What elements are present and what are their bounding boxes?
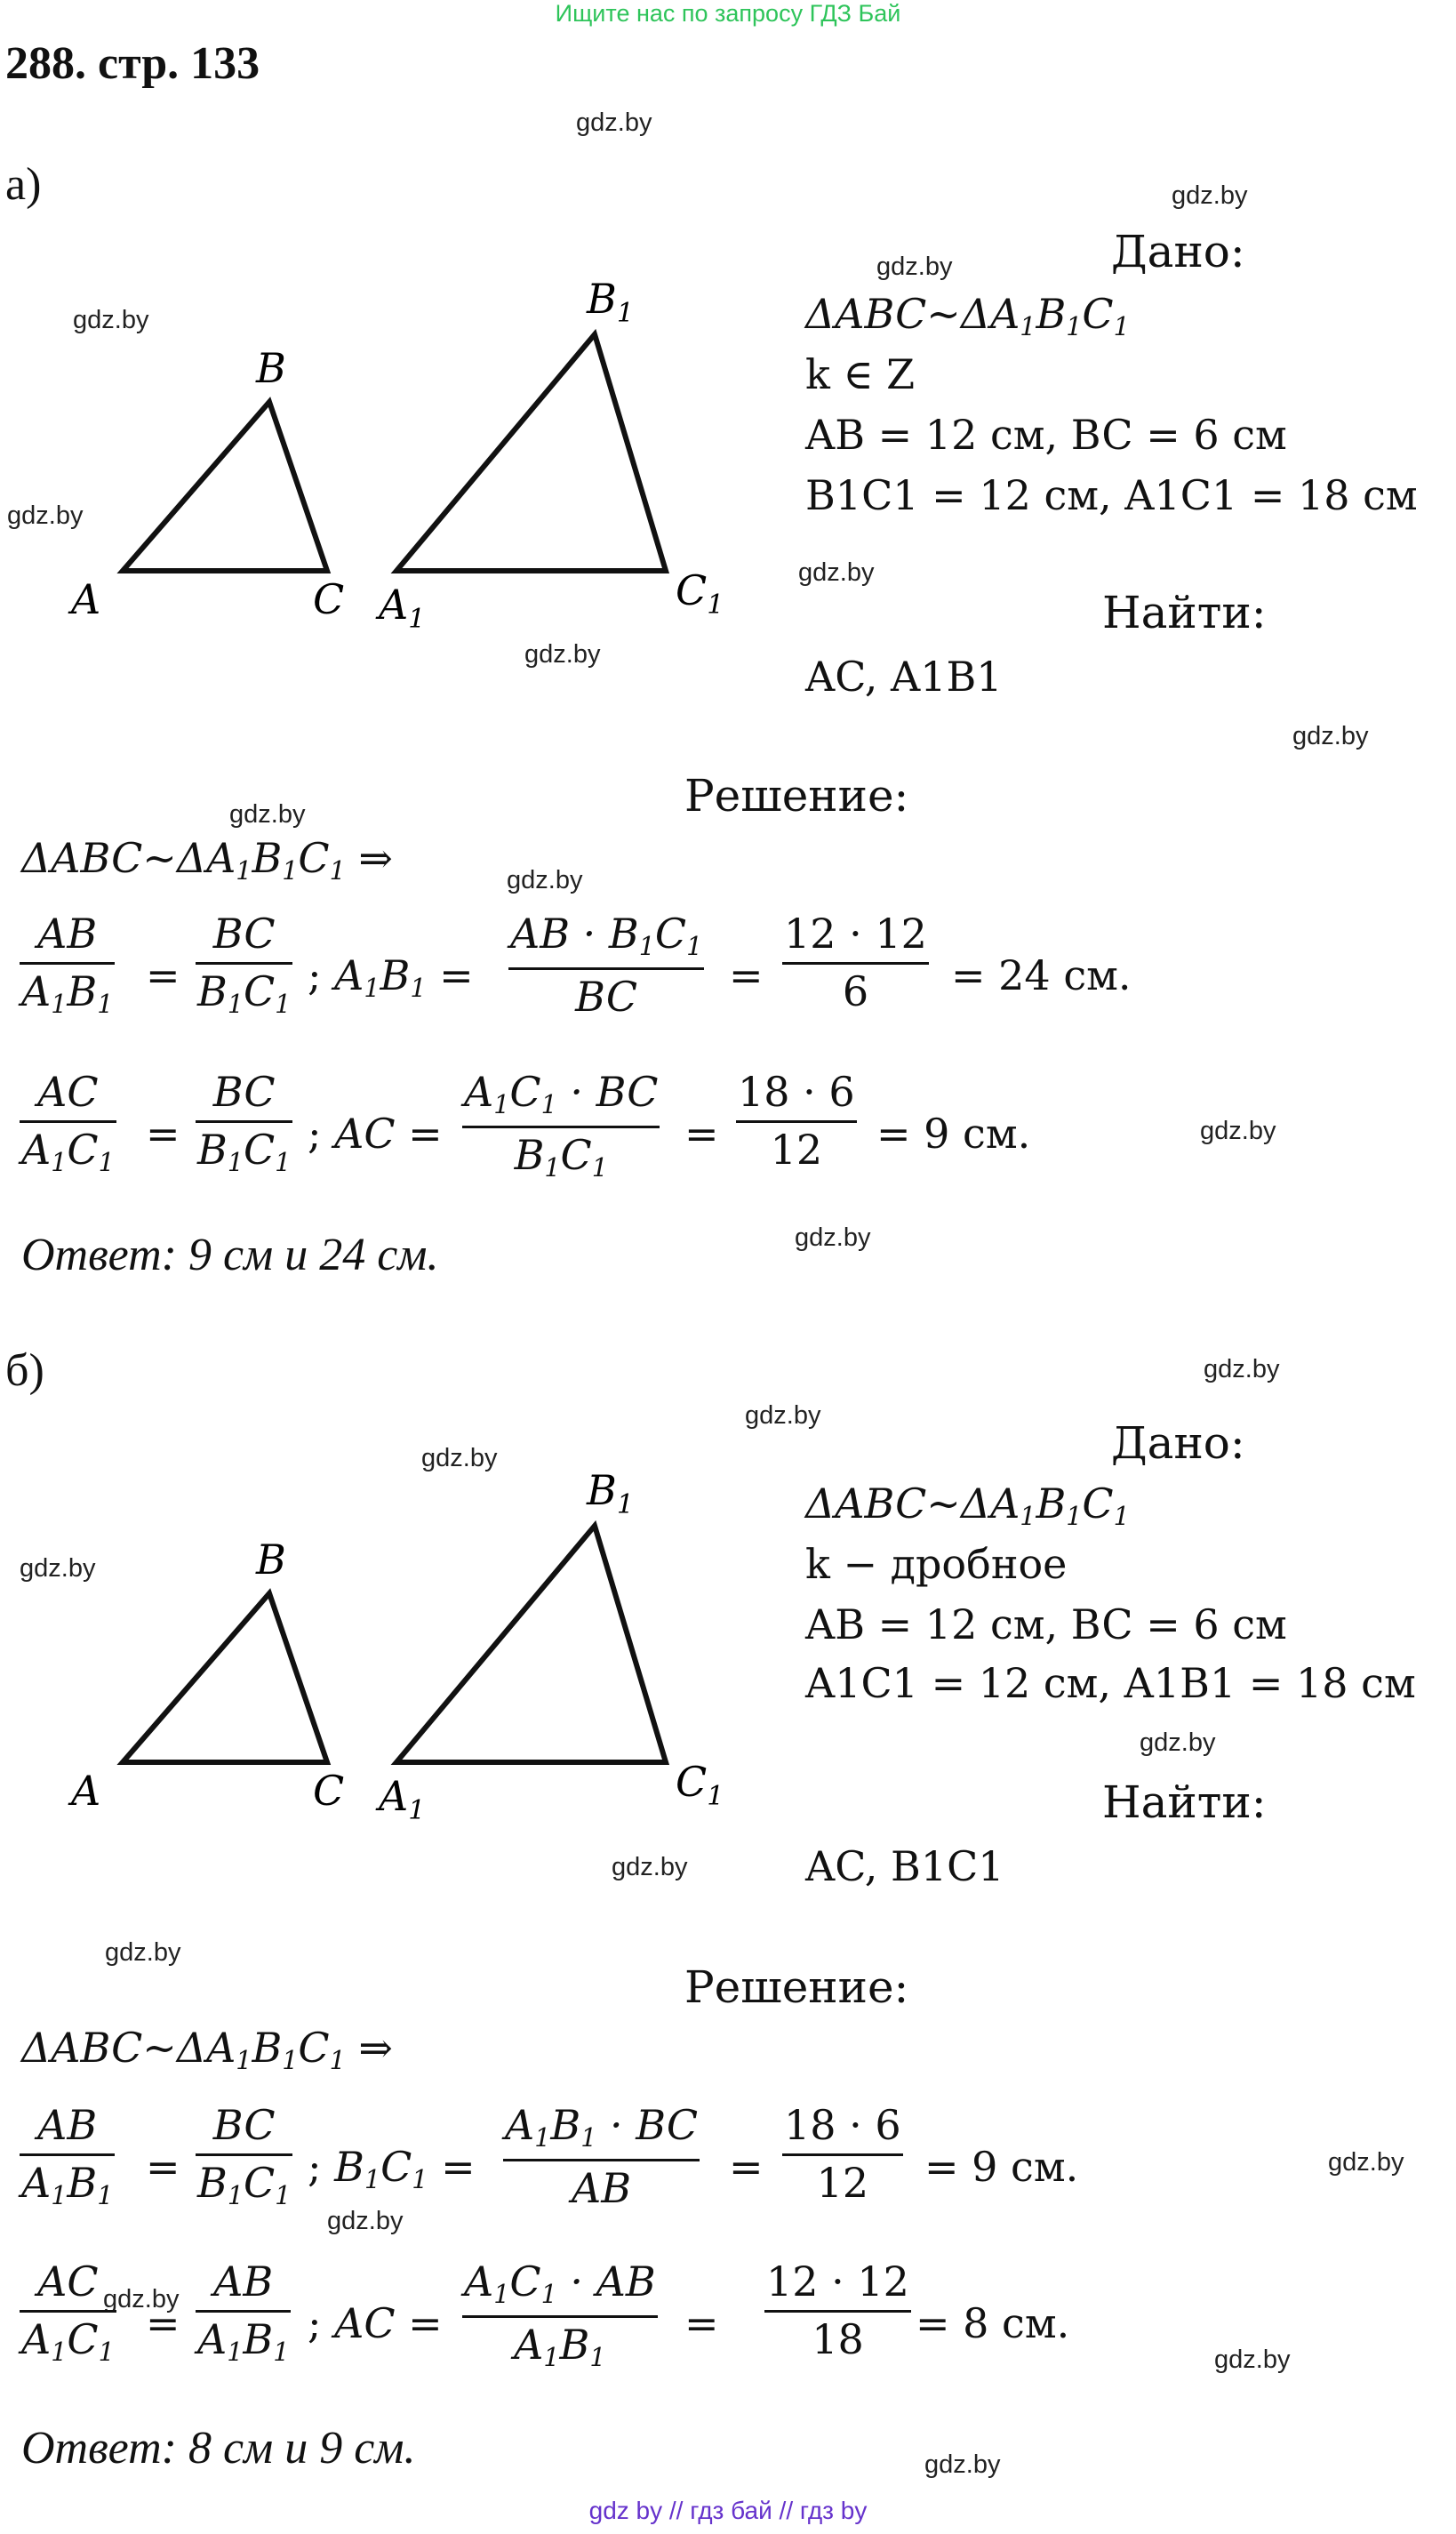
given-k-a: k ∈ Z [805, 350, 916, 398]
vertex-a1: $A_1$ [379, 581, 426, 635]
watermark: gdz.by [876, 253, 953, 281]
watermark: gdz.by [73, 306, 149, 334]
fraction: $A_1C_1$ · AB $A_1B_1$ [464, 2257, 656, 2372]
answer-a: Ответ: 9 см и 24 см. [21, 1230, 439, 1280]
fraction: 18 · 6 12 [784, 2101, 901, 2208]
given-line3-b: AB = 12 см, BC = 6 см [805, 1600, 1287, 1648]
triangle-a1b1c1 [396, 334, 666, 571]
watermark: gdz.by [1200, 1117, 1276, 1145]
watermark: gdz.by [229, 800, 306, 829]
given-title-b: Дано: [1111, 1417, 1245, 1469]
fraction: AB $A_1B_1$ [197, 2257, 290, 2368]
eq2-lhs-a: ; AC = [308, 1110, 443, 1158]
equals-sign: = [729, 951, 764, 999]
given-line4-b: A1C1 = 12 см, A1B1 = 18 см [805, 1659, 1416, 1707]
eq1-lhs-b: ; $B_1C_1$ = [308, 2143, 476, 2194]
watermark: gdz.by [20, 1554, 96, 1583]
watermark: gdz.by [924, 2450, 1001, 2479]
watermark: gdz.by [795, 1223, 871, 1252]
given-similarity-b: $\Delta ABC\sim\Delta A_1B_1C_1$ [805, 1480, 1130, 1531]
eq2-result-b: = 8 см. [916, 2299, 1070, 2347]
find-b: AC, B1C1 [805, 1842, 1004, 1890]
watermark: gdz.by [1204, 1355, 1280, 1383]
watermark: gdz.by [105, 1938, 181, 1967]
equals-sign: = [729, 2143, 764, 2191]
given-k-b: k − дробное [805, 1540, 1068, 1588]
eq1-lhs-a: ; $A_1B_1$ = [308, 951, 474, 1003]
fraction: 18 · 6 12 [738, 1068, 855, 1175]
equals-sign: = [146, 1110, 180, 1158]
triangle-a1b1c1 [396, 1526, 666, 1762]
fraction: BC $B_1C_1$ [197, 910, 292, 1020]
find-title-a: Найти: [1102, 587, 1267, 638]
bottom-banner: gdz by // гдз бай // гдз by [588, 2497, 868, 2524]
eq2-result-a: = 9 см. [876, 1110, 1031, 1158]
fraction: $A_1B_1$ · BC AB [505, 2101, 699, 2212]
equals-sign: = [146, 2143, 180, 2191]
top-banner: Ищите нас по запросу ГДЗ Бай [555, 0, 901, 27]
given-similarity-a: $\Delta ABC\sim\Delta A_1B_1C_1$ [805, 290, 1130, 341]
part-a-label: а) [5, 159, 42, 210]
triangle-abc [123, 402, 327, 571]
vertex-c: C [313, 575, 345, 623]
vertex-a: A [71, 1767, 101, 1815]
fraction: AC $A_1C_1$ [21, 2257, 115, 2368]
part-b-label: б) [5, 1345, 44, 1396]
solution-title-b: Решение: [684, 1961, 909, 2013]
watermark: gdz.by [612, 1853, 688, 1881]
given-title-a: Дано: [1111, 226, 1245, 277]
watermark: gdz.by [1292, 722, 1369, 750]
equals-sign: = [146, 951, 180, 999]
find-title-b: Найти: [1102, 1776, 1267, 1828]
vertex-b1: $B_1$ [587, 275, 634, 329]
fraction: AB $A_1B_1$ [21, 910, 114, 1020]
fraction: BC $B_1C_1$ [197, 2101, 292, 2211]
similarity-implies-b: $\Delta ABC\sim\Delta A_1B_1C_1$ ⇒ [21, 2024, 393, 2075]
vertex-b: B [256, 344, 286, 392]
watermark: gdz.by [1328, 2148, 1404, 2177]
similarity-implies-a: $\Delta ABC\sim\Delta A_1B_1C_1$ ⇒ [21, 834, 393, 886]
fraction: $A_1C_1$ · BC $B_1C_1$ [464, 1068, 659, 1183]
given-line3-a: AB = 12 см, BC = 6 см [805, 411, 1287, 459]
watermark: gdz.by [524, 640, 601, 669]
vertex-a1: $A_1$ [379, 1772, 426, 1826]
vertex-b: B [256, 1536, 286, 1584]
fraction: AB $A_1B_1$ [21, 2101, 114, 2211]
watermark: gdz.by [421, 1444, 498, 1472]
fraction: 12 · 12 6 [784, 910, 927, 1016]
watermark: gdz.by [745, 1401, 821, 1430]
equals-sign: = [684, 2299, 719, 2347]
fraction: AB · $B_1C_1$ BC [510, 910, 703, 1021]
watermark: gdz.by [507, 866, 583, 894]
given-line4-a: B1C1 = 12 см, A1C1 = 18 см [805, 471, 1418, 519]
answer-b: Ответ: 8 см и 9 см. [21, 2423, 416, 2474]
vertex-c1: $C_1$ [676, 1758, 724, 1812]
solution-title-a: Решение: [684, 770, 909, 822]
eq1-result-a: = 24 см. [951, 951, 1132, 999]
vertex-c: C [313, 1767, 345, 1815]
fraction: 12 · 12 18 [766, 2257, 909, 2364]
watermark: gdz.by [1172, 181, 1248, 210]
triangles-figure-a [53, 267, 764, 649]
vertex-b1: $B_1$ [587, 1466, 634, 1520]
triangle-abc [123, 1593, 327, 1762]
triangles-figure-b [53, 1458, 764, 1840]
problem-heading: 288. стр. 133 [5, 38, 260, 89]
watermark: gdz.by [798, 558, 875, 587]
fraction: BC $B_1C_1$ [197, 1068, 292, 1178]
watermark: gdz.by [1140, 1728, 1216, 1757]
eq2-lhs-b: ; AC = [308, 2299, 443, 2347]
watermark: gdz.by [7, 501, 84, 530]
vertex-a: A [71, 575, 101, 623]
eq1-result-b: = 9 см. [924, 2143, 1079, 2191]
watermark: gdz.by [576, 108, 652, 137]
vertex-c1: $C_1$ [676, 566, 724, 621]
watermark: gdz.by [1214, 2346, 1291, 2374]
equals-sign: = [684, 1110, 719, 1158]
fraction: AC $A_1C_1$ [21, 1068, 115, 1178]
find-a: AC, A1B1 [805, 653, 1003, 701]
watermark: gdz.by [327, 2207, 404, 2235]
equals-sign: = [146, 2299, 180, 2347]
watermark: gdz.by [103, 2285, 180, 2313]
